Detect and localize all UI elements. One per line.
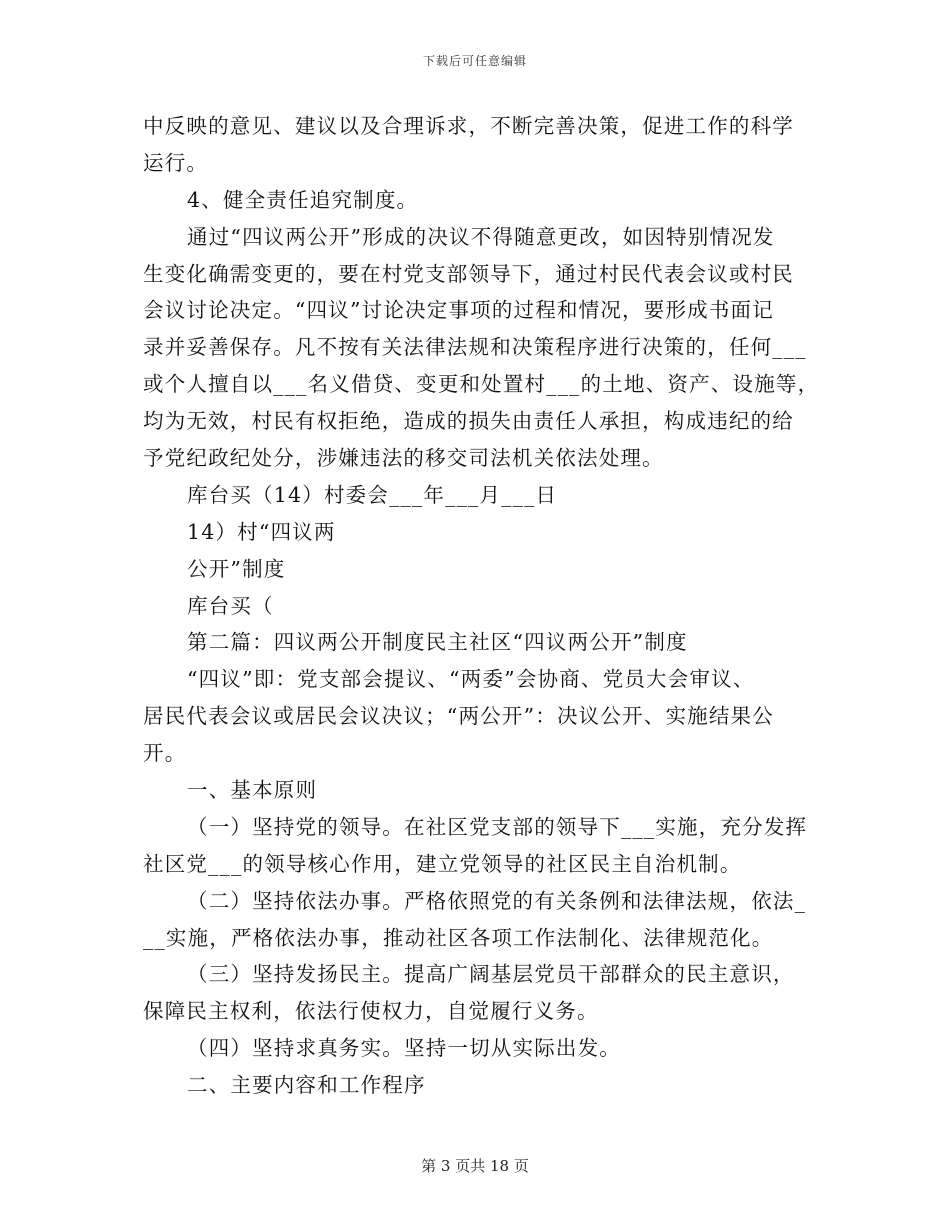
text-line: 社区党___的领导核心作用，建立党领导的社区民主自治机制。 (143, 851, 742, 876)
text-line: “四议”即：党支部会提议、“两委”会协商、党员大会审议、 (187, 667, 755, 692)
text-line: （二）坚持依法办事。严格依照党的有关条例和法律法规，依法_ (187, 888, 807, 913)
text-line: 开。 (143, 741, 187, 766)
text-line: 公开”制度 (187, 556, 286, 581)
section-heading: 4、健全责任追究制度。 (187, 187, 419, 212)
document-body (143, 108, 820, 1104)
text-line: 通过“四议两公开”形成的决议不得随意更改，如因特别情况发 (187, 224, 775, 249)
chapter-heading: 第二篇：四议两公开制度民主社区“四议两公开”制度 (187, 630, 688, 655)
text-line: 居民代表会议或居民会议决议；“两公开”：决议公开、实施结果公 (143, 704, 774, 729)
text-line: （一）坚持党的领导。在社区党支部的领导下___实施，充分发挥 (187, 814, 808, 839)
text-line: 库台买（ (187, 593, 274, 618)
text-line: 均为无效，村民有权拒绝，造成的损失由责任人承担，构成违纪的给 (143, 409, 794, 434)
text-line: 予党纪政纪处分，涉嫌违法的移交司法机关依法处理。 (143, 446, 664, 471)
text-line: 14）村“四议两 (187, 519, 336, 544)
text-line: 会议讨论决定。“四议”讨论决定事项的过程和情况，要形成书面记 (143, 298, 774, 323)
text-line: 中反映的意见、建议以及合理诉求，不断完善决策，促进工作的科学 (143, 114, 794, 138)
text-line: 保障民主权利，依法行使权力，自觉履行义务。 (143, 999, 599, 1024)
text-line: 或个人擅自以___名义借贷、变更和处置村___的土地、资产、设施等， (143, 372, 820, 397)
section-heading: 二、主要内容和工作程序 (187, 1073, 426, 1098)
text-line: 录并妥善保存。凡不按有关法律法规和决策程序进行决策的，任何___ (143, 335, 807, 360)
section-heading: 一、基本原则 (187, 778, 318, 803)
signature-line: 库台买（14）村委会___年___月___日 (187, 482, 558, 507)
text-line: （四）坚持求真务实。坚持一切从实际出发。 (187, 1036, 621, 1061)
text-line: 生变化确需变更的，要在村党支部领导下，通过村民代表会议或村民 (143, 261, 794, 286)
page-footer: 第 3 页共 18 页 (421, 1157, 529, 1175)
text-line: （三）坚持发扬民主。提高广阔基层党员干部群众的民主意识， (187, 962, 795, 987)
text-line: __实施，严格依法办事，推动社区各项工作法制化、法律规范化。 (143, 925, 774, 950)
text-line: 运行。 (143, 150, 209, 175)
page-header: 下载后可任意编辑 (422, 54, 527, 68)
